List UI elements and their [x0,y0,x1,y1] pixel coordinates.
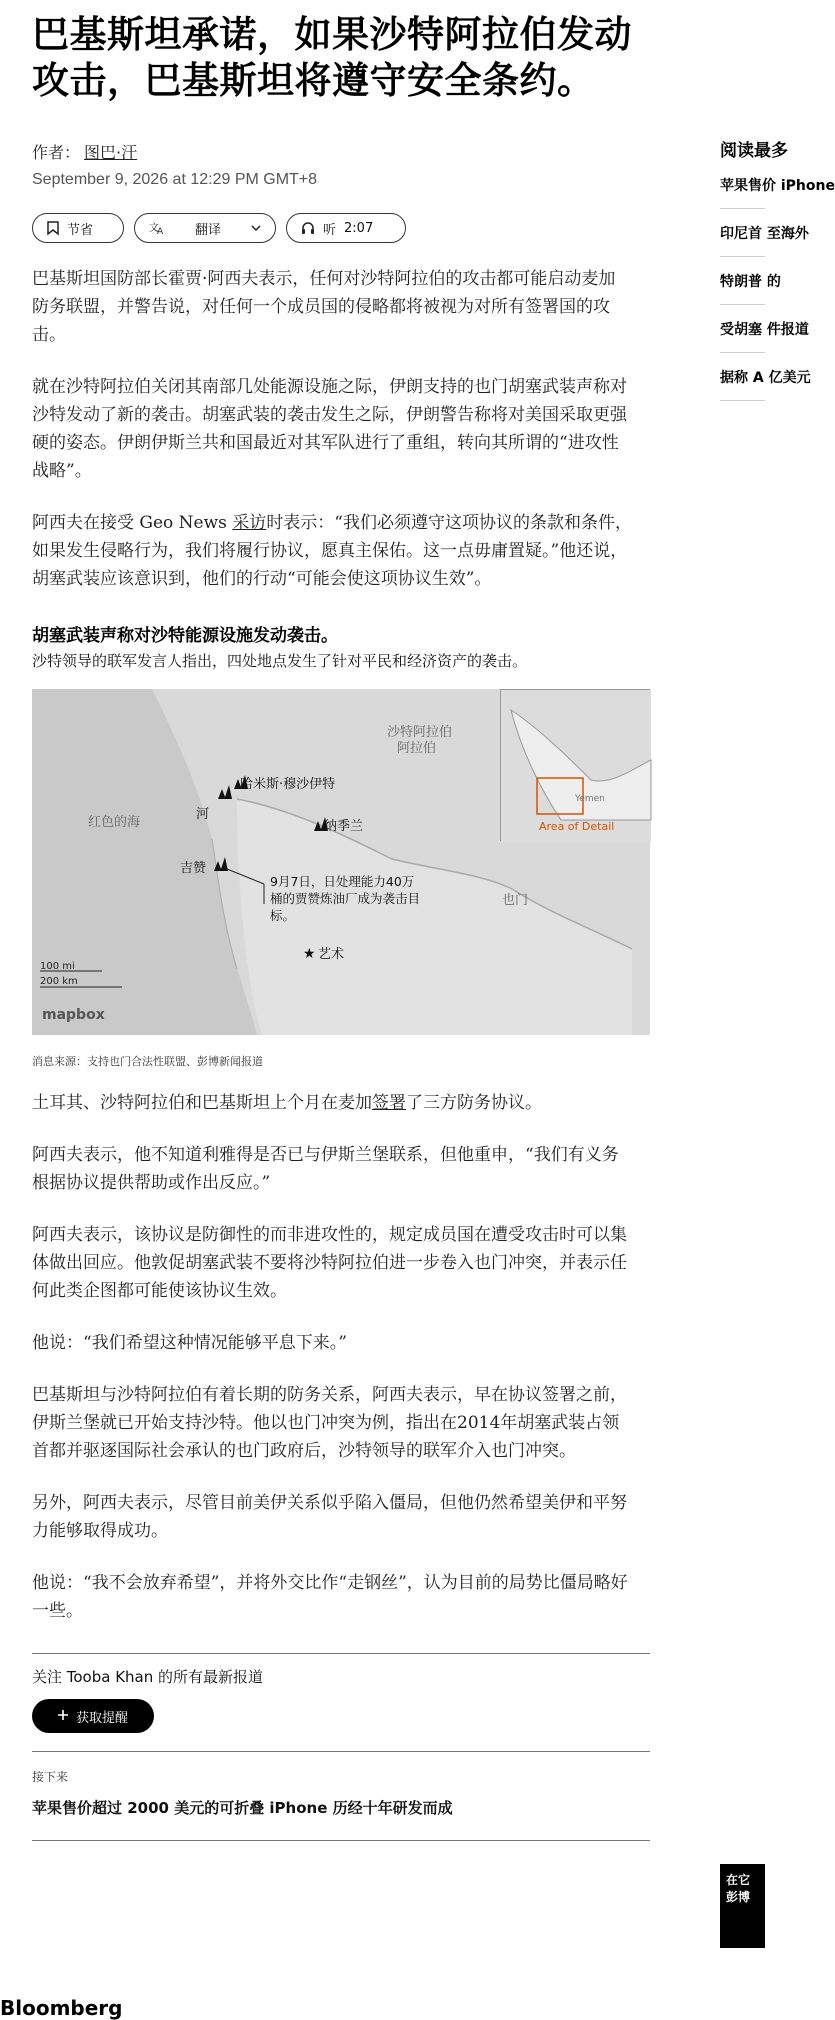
paragraph-4 [32,1089,632,1117]
inset-yemen-label: Yemen [575,794,605,804]
map-scale [40,961,78,987]
get-alerts-button[interactable] [32,1699,154,1733]
paragraph-5: 阿西夫表示，他不知道利雅得是否已与伊斯兰堡联系，但他重申，“我们有义务根据协议提供帮助或作出反应。” [32,1145,619,1193]
interview-link[interactable]: 采访 [232,513,267,533]
get-alerts-label: 获取提醒 [75,1710,128,1726]
up-next-link[interactable]: 苹果售价超过 2000 美元的可折叠 iPhone 历经十年研发而成 [32,1797,650,1841]
figure-title: 胡塞武装声称对沙特能源设施发动袭击。 [32,626,338,646]
bookmark-icon [47,221,59,235]
paragraph-3-text-a: 阿西夫在接受 Geo News [32,513,233,533]
label-red-sea: 红色的海 [88,815,141,830]
byline [32,140,652,163]
paragraph-10: 他说：“我不会放弃希望”，并将外交比作“走钢丝”，认为目前的局势比僵局略好一些。 [32,1573,628,1621]
translate-button[interactable] [134,213,276,243]
author-link[interactable]: 图巴·汗 [84,143,138,162]
follow-author-block [32,1653,650,1733]
label-saudi-arabia: 沙特阿拉伯 [387,725,453,740]
follow-author-text: 关注 Tooba Khan 的所有最新报道 [32,1668,264,1686]
chevron-down-icon [251,225,261,231]
headphones-icon [301,221,315,235]
most-read-item[interactable]: 苹果售价 iPhone [720,177,765,209]
most-read-item[interactable]: 受胡塞 件报道 [720,321,765,353]
scale-km: 200 km [40,976,78,987]
up-next-block [32,1751,650,1841]
label-he: 河 [196,807,210,822]
most-read-sidebar [720,136,835,401]
article-headline: 巴基斯坦承诺，如果沙特阿拉伯发动攻击，巴基斯坦将遵守安全条约。 [32,13,632,102]
most-read-heading: 阅读最多 [720,141,788,161]
paragraph-9: 另外，阿西夫表示，尽管目前美伊关系似乎陷入僵局，但他仍然希望美伊和平努力能够取得成功。 [32,1493,627,1541]
listen-button[interactable] [286,213,406,243]
paragraph-2: 就在沙特阿拉伯关闭其南部几处能源设施之际，伊朗支持的也门胡塞武装声称对沙特发动了新的袭击。胡塞武装的袭击发生之际，伊朗警告称将对美国采取更强硬的姿态。伊朗伊斯兰共和国最近对其军队进行了重组，转向其所谓的“进攻性战略”。 [32,377,627,481]
label-jazan: 吉赞 [180,861,207,876]
save-button[interactable] [32,213,124,243]
paragraph-3 [32,509,632,593]
paragraph-4-text-b: 了三方防务协议。 [406,1093,542,1113]
figure-subtitle: 沙特领导的联军发言人指出，四处地点发生了针对平民和经济资产的袭击。 [32,652,528,670]
byline-label: 作者： [32,143,81,162]
label-najran: 纳季兰 [324,819,364,834]
publish-date: September 9, 2026 at 12:29 PM GMT+8 [32,171,318,188]
attack-map [32,689,650,1035]
most-read-item[interactable]: 特朗普 的 [720,273,765,305]
paragraph-8: 巴基斯坦与沙特阿拉伯有着长期的防务关系，阿西夫表示，早在协议签署之前，伊斯兰堡就已开始支持沙特。他以也门冲突为例，指出在2014年胡塞武装占领首都并驱逐国际社会承认的也门政府后，沙特领导的联军介入也门冲突。 [32,1385,627,1461]
label-saudi-arabia-2: 阿拉伯 [397,741,437,756]
listen-label: 听 [323,222,337,238]
plus-icon [58,1709,68,1724]
signed-link[interactable]: 签署 [372,1093,406,1113]
inset-area-of-detail: Area of Detail [539,820,615,833]
map-callout: 9月7日，日处理能力40万桶的贾赞炼油厂成为袭击目标。 [270,874,421,923]
article-actions [32,213,652,243]
paragraph-7: 他说：“我们希望这种情况能够平息下来。” [32,1333,347,1353]
translate-icon [149,221,165,235]
paragraph-4-text-a: 土耳其、沙特阿拉伯和巴基斯坦上个月在麦加 [32,1093,372,1113]
promo-line-1: 在它 [726,1873,751,1887]
paragraph-6: 阿西夫表示，该协议是防御性的而非进攻性的，规定成员国在遭受攻击时可以集体做出回应。他敦促胡塞武装不要将沙特阿拉伯进一步卷入也门冲突，并表示任何此类企图都可能使该协议生效。 [32,1225,627,1301]
sidebar-promo[interactable] [720,1864,765,1948]
figure-source: 消息来源：支持也门合法性联盟、彭博新闻报道 [32,1055,263,1068]
article-main [32,0,652,1841]
bloomberg-logo[interactable]: Bloomberg [0,1996,123,2020]
paragraph-1: 巴基斯坦国防部长霍贾·阿西夫表示，任何对沙特阿拉伯的攻击都可能启动麦加防务联盟，并警告说，对任何一个成员国的侵略都将被视为对所有签署国的攻击。 [32,269,616,345]
translate-label: 翻译 [194,222,221,238]
most-read-item[interactable]: 据称 A 亿美元 [720,369,765,401]
inset-map [500,689,650,841]
svg-text:文: 文 [149,223,159,234]
svg-text:A: A [157,227,164,237]
paragraph-3-text-b: 时表示：“我们必须遵守这项协议的条款和条件，如果发生侵略行为，我们将履行协议，愿真主保佑。这一点毋庸置疑。”他还说，胡塞武装应该意识到，他们的行动“可能会使这项协议生效”。 [32,513,633,589]
listen-duration: 2:07 [344,220,374,236]
promo-line-2: 彭博 [726,1890,751,1904]
up-next-label: 接下来 [32,1770,69,1784]
most-read-item[interactable]: 印尼首 至海外 [720,225,765,257]
scale-mi: 100 mi [40,961,75,972]
save-label: 节省 [67,222,94,238]
label-yiyi: 艺术 [318,947,345,962]
svg-text:★: ★ [303,946,316,962]
label-yemen: 也门 [502,893,529,908]
label-khamis-mushait: 哈米斯·穆沙伊特 [240,777,336,792]
mapbox-logo: mapbox [42,1007,105,1023]
